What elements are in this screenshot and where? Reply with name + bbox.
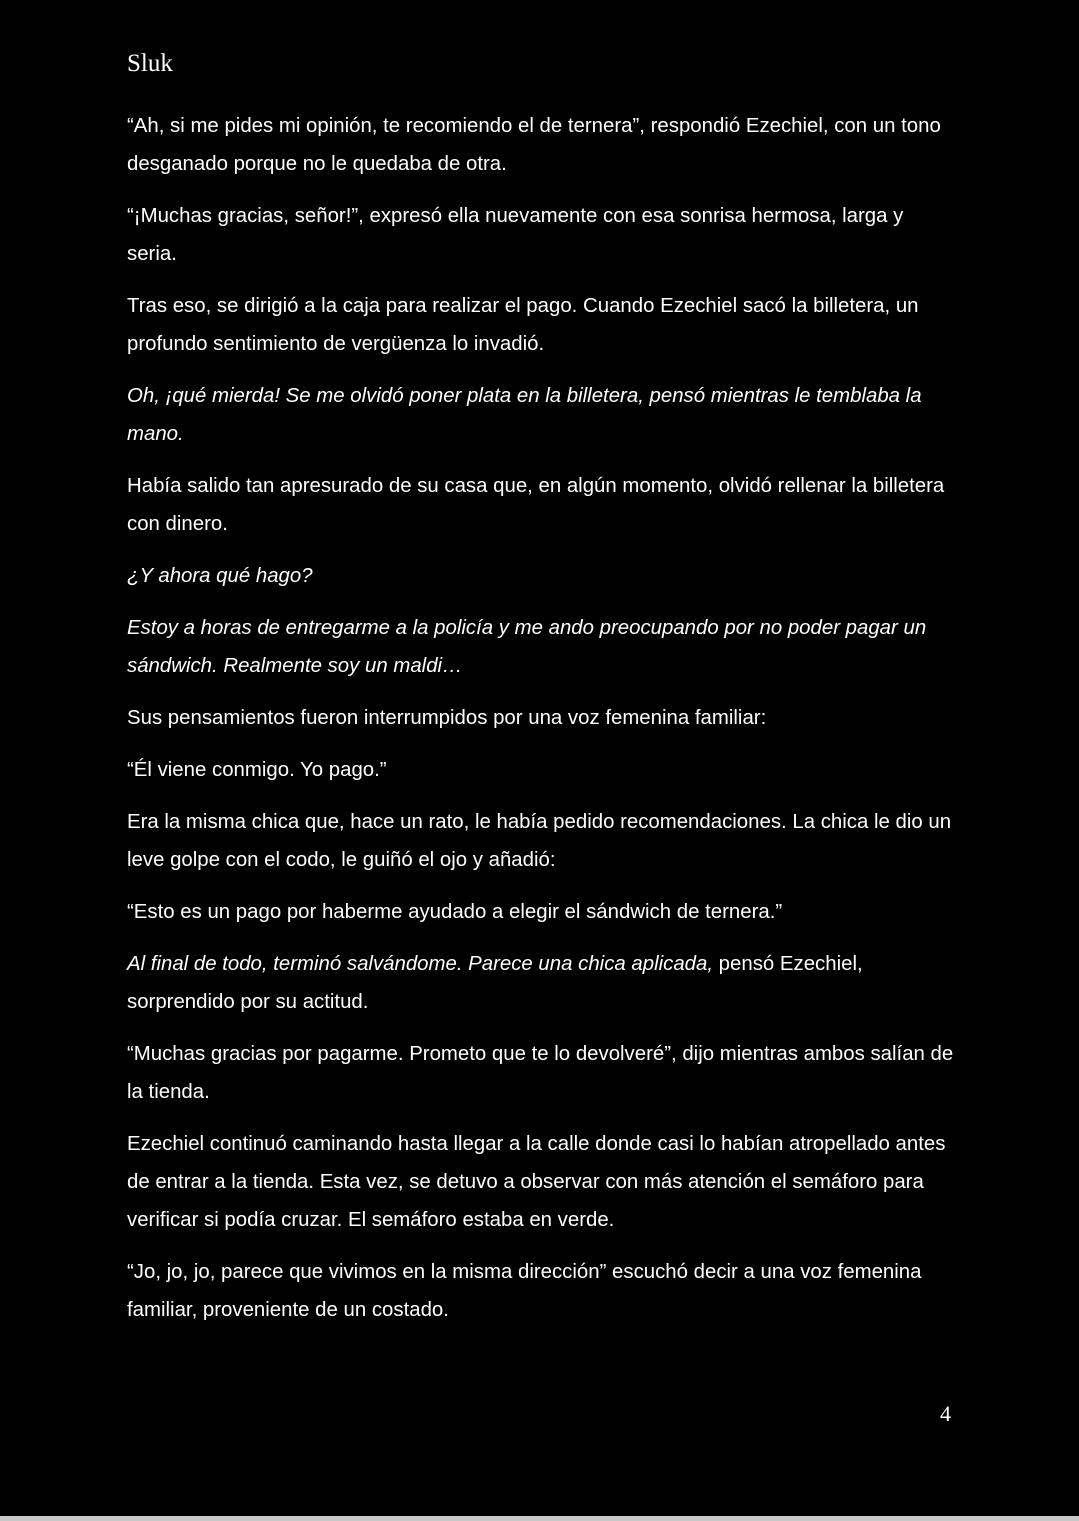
paragraph: “Ah, si me pides mi opinión, te recomiendo el de ternera”, respondió Ezechiel, con un tono desganado porque no le quedaba de otra. [127, 115, 941, 175]
paragraph [127, 557, 957, 595]
paragraph: “Muchas gracias por pagarme. Prometo que te lo devolveré”, dijo mientras ambos salían de la tienda. [127, 1043, 954, 1103]
inner-thought: Al final de todo, terminó salvándome. Parece una chica aplicada, [127, 953, 714, 975]
inner-thought: ¿Y ahora qué hago? [127, 565, 313, 587]
page-body [127, 107, 957, 1343]
paragraph: “Jo, jo, jo, parece que vivimos en la misma dirección” escuchó decir a una voz femenina familiar, proveniente de un costado. [127, 1261, 922, 1321]
paragraph: Había salido tan apresurado de su casa que, en algún momento, olvidó rellenar la billetera con dinero. [127, 475, 945, 535]
paragraph: Tras eso, se dirigió a la caja para realizar el pago. Cuando Ezechiel sacó la billetera, un profundo sentimiento de vergüenza lo invadió. [127, 295, 919, 355]
running-header: Sluk [127, 50, 173, 77]
paragraph [127, 945, 957, 1021]
paragraph: “Él viene conmigo. Yo pago.” [127, 759, 387, 781]
paragraph: Ezechiel continuó caminando hasta llegar a la calle donde casi lo habían atropellado antes de entrar a la tienda. Esta vez, se detuvo a observar con más atención el semáforo para verificar si podía cruzar. El semáforo estaba en verde. [127, 1133, 946, 1231]
page-number: 4 [940, 1401, 951, 1426]
paragraph [127, 609, 957, 685]
paragraph: “Esto es un pago por haberme ayudado a elegir el sándwich de ternera.” [127, 901, 783, 923]
inner-thought: Estoy a horas de entregarme a la policía y me ando preocupando por no poder pagar un sándwich. Realmente soy un maldi… [127, 617, 927, 677]
paragraph: Sus pensamientos fueron interrumpidos por una voz femenina familiar: [127, 707, 767, 729]
page-bottom-edge [0, 1516, 1079, 1521]
paragraph-continuation: pensó Ezechiel, sorprendido por su actitud. [127, 953, 863, 1013]
paragraph [127, 377, 957, 453]
inner-thought: Oh, ¡qué mierda! Se me olvidó poner plata en la billetera, pensó mientras le temblaba la mano. [127, 385, 922, 445]
paragraph: Era la misma chica que, hace un rato, le había pedido recomendaciones. La chica le dio un leve golpe con el codo, le guiñó el ojo y añadió: [127, 811, 952, 871]
paragraph: “¡Muchas gracias, señor!”, expresó ella nuevamente con esa sonrisa hermosa, larga y seria. [127, 205, 904, 265]
